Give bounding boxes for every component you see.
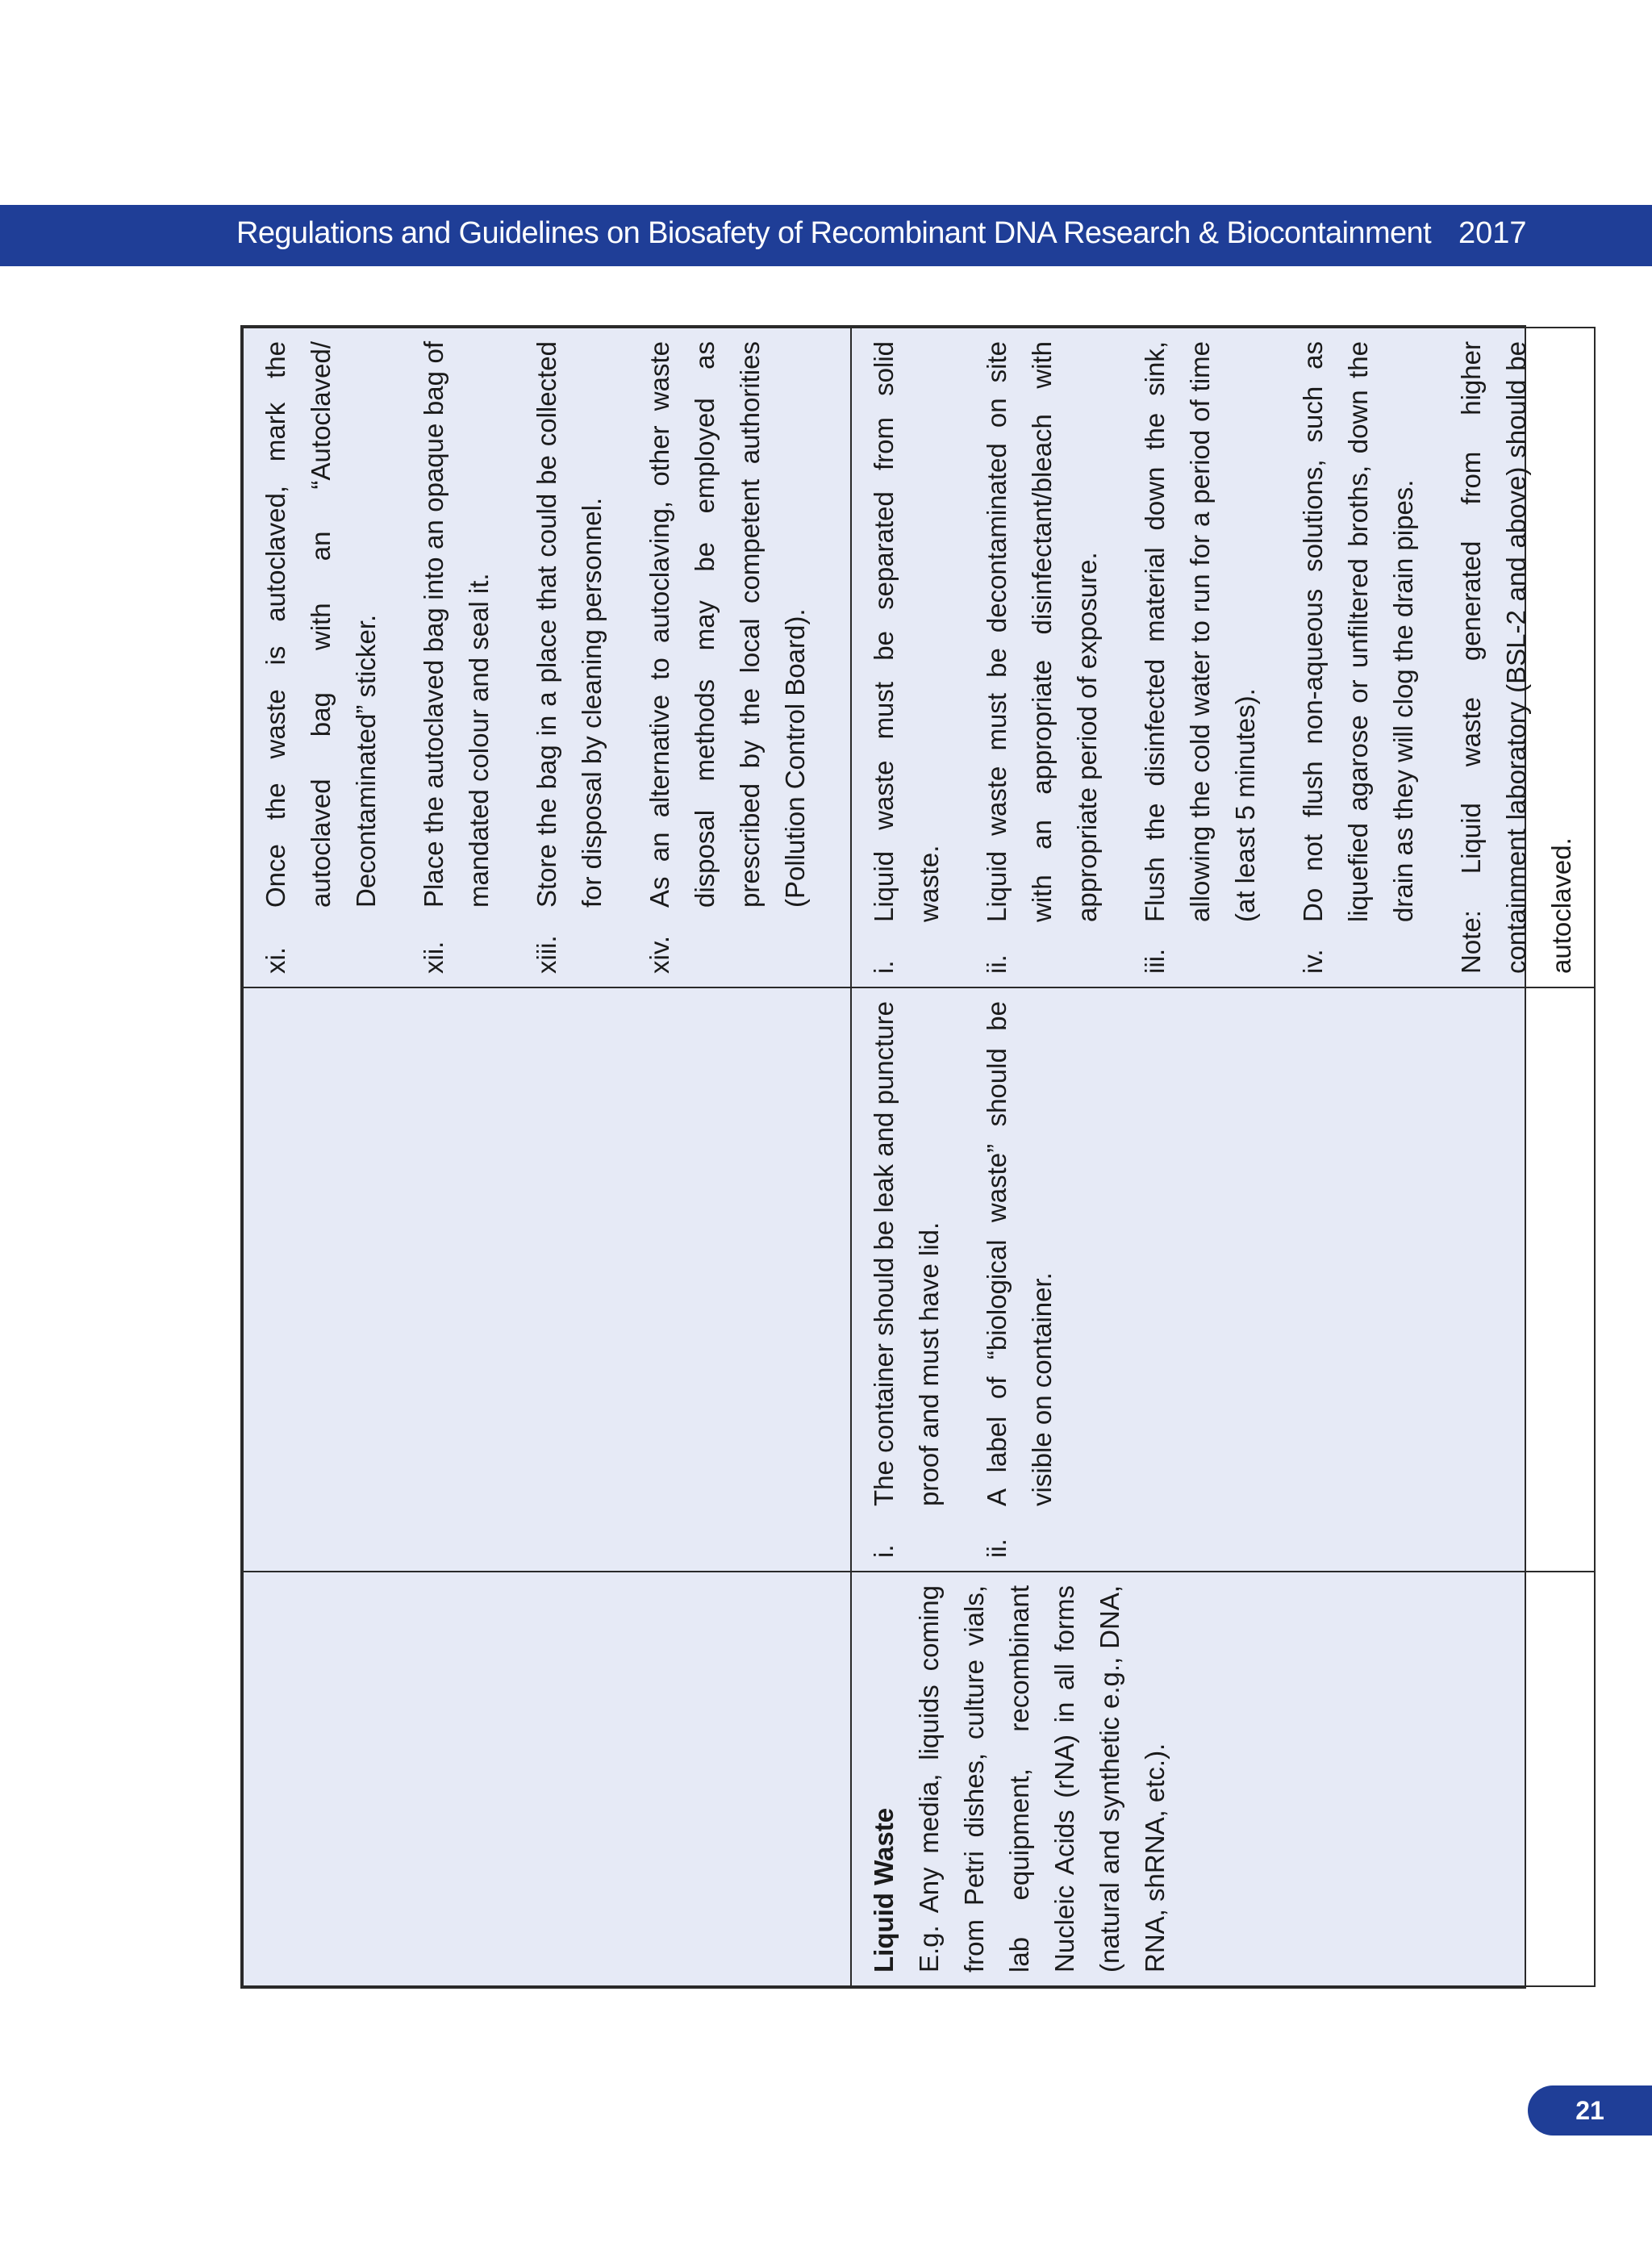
table-row <box>851 328 1595 1986</box>
row2-procedure-cell <box>851 328 1595 987</box>
row1-procedure-list <box>253 341 818 974</box>
table-row <box>243 328 851 1986</box>
list-item: iii. Flush the disinfected material down the sink, allowing the cold water to run for a period of time (at least 5 minutes). <box>1140 341 1260 974</box>
page-number-badge <box>1528 2085 1652 2136</box>
row2-category-cell <box>851 1572 1595 1986</box>
row1-container-cell <box>243 987 851 1572</box>
list-item: iv. Do not flush non-aqueous solutions, such as liquefied agarose or unfiltered broths, down the drain as they will clog the drain pipes. <box>1298 341 1418 974</box>
row1-category-cell <box>243 1572 851 1986</box>
list-item: xiii. Store the bag in a place that could be collected for disposal by cleaning personnel. <box>532 341 607 974</box>
procedure-note: Note: Liquid waste generated from higher containment laboratory (BSL-2 and above) should be autoclaved. <box>1456 341 1576 974</box>
row2-procedure-list <box>861 341 1426 974</box>
row2-container-list <box>861 1001 1065 1558</box>
category-title: Liquid Waste <box>869 1807 899 1973</box>
list-item: xiv. As an alternative to autoclaving, other waste disposal methods may be employed as prescribed by the local competent authorities (Pollution Control Board). <box>645 341 810 974</box>
row1-procedure-cell <box>243 328 851 987</box>
list-item: xi. Once the waste is autoclaved, mark the autoclaved bag with an “Autoclaved/ Decontaminated” sticker. <box>261 341 381 974</box>
list-item: ii. A label of “biological waste” should be visible on container. <box>982 1001 1057 1558</box>
document-title: Regulations and Guidelines on Biosafety of Recombinant DNA Research & Biocontainment <box>236 216 1432 250</box>
list-item: i. Liquid waste must be separated from solid waste. <box>869 341 944 974</box>
page-number: 21 <box>1575 2096 1604 2125</box>
list-item: i. The container should be leak and puncture proof and must have lid. <box>869 1001 944 1558</box>
document-year: 2017 <box>1458 216 1527 250</box>
category-description: E.g. Any media, liquids coming from Petri dishes, culture vials, lab equipment, recombinant Nucleic Acids (rNA) in all forms (natural and synthetic e.g., DNA, RNA, shRNA, etc.). <box>914 1585 1170 1973</box>
row2-container-cell <box>851 987 1595 1572</box>
list-item: ii. Liquid waste must be decontaminated on site with an appropriate disinfectant/bleach with appropriate period of exposure. <box>982 341 1102 974</box>
list-item: xii. Place the autoclaved bag into an opaque bag of mandated colour and seal it. <box>419 341 494 974</box>
waste-table <box>240 325 1576 1989</box>
